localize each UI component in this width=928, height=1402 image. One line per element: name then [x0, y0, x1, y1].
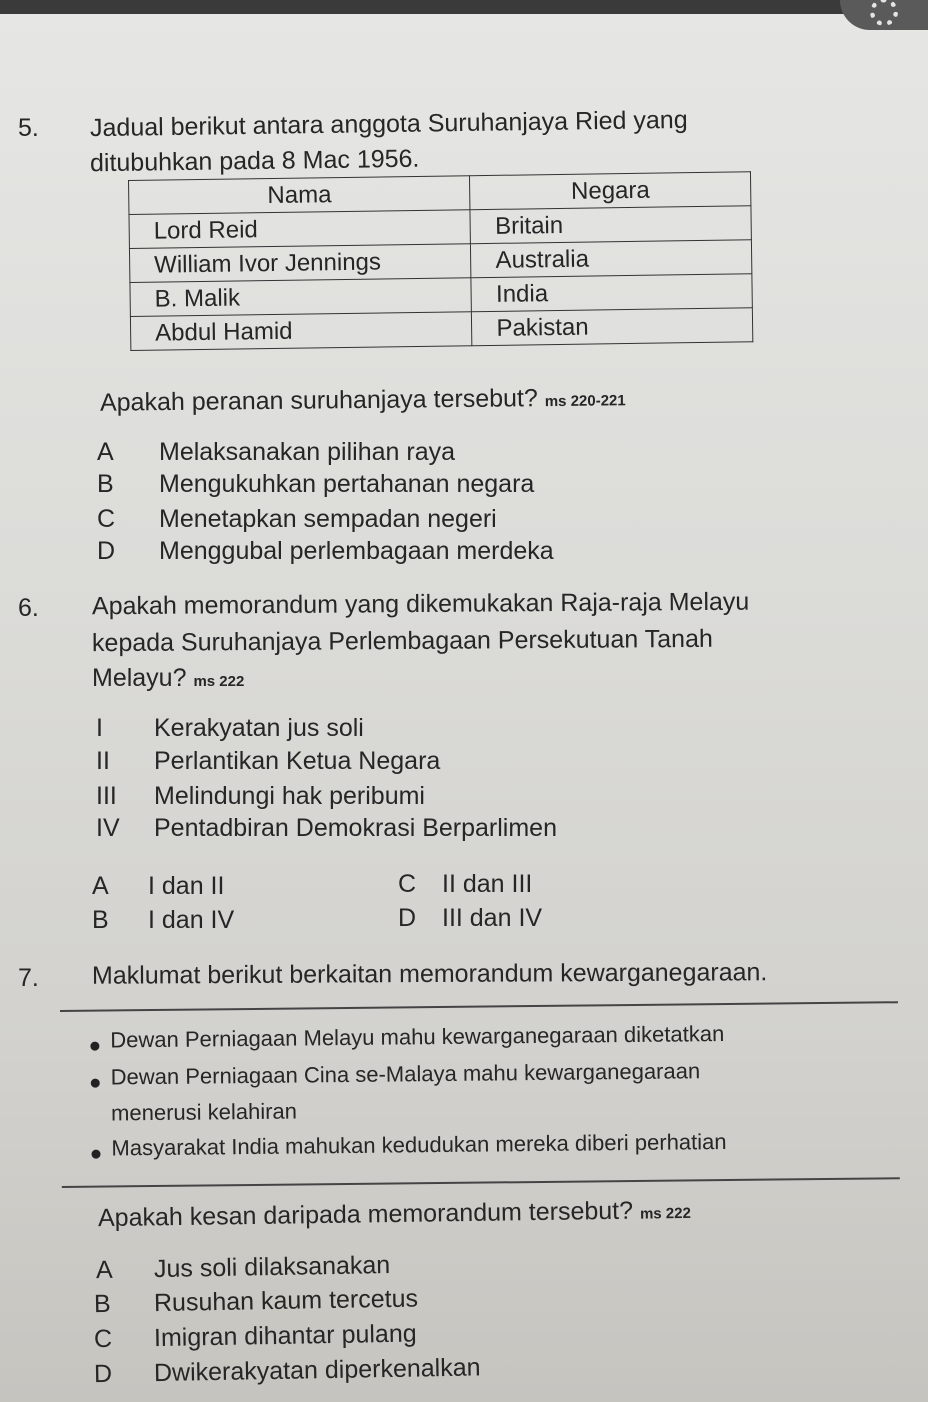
q5-page-ref: ms 220-221 — [544, 392, 626, 411]
q5-question — [100, 383, 626, 418]
table-cell: Lord Reid — [129, 210, 471, 249]
q7-question — [98, 1196, 691, 1233]
q6-statement-iv — [96, 814, 557, 843]
q6-option-b — [92, 906, 235, 935]
table-cell: B. Malik — [130, 278, 472, 317]
table-cell: William Ivor Jennings — [129, 244, 471, 283]
option-text: I dan IV — [148, 906, 235, 934]
q6-statement-iii — [96, 782, 425, 811]
option-letter: A — [97, 438, 114, 466]
header-strip — [0, 0, 928, 14]
option-letter: B — [97, 470, 114, 498]
bullet-dot — [90, 1042, 99, 1051]
info-bullet-1: Dewan Perniagaan Melayu mahu kewarganegaraan diketatkan — [110, 1021, 725, 1053]
option-letter: D — [93, 1359, 113, 1389]
option-text: Jus soli dilaksanakan — [153, 1251, 391, 1284]
table-row — [130, 308, 752, 351]
bullet-dot — [91, 1079, 100, 1088]
statement-text: Perlantikan Ketua Negara — [154, 747, 441, 775]
statement-text: Melindungi hak peribumi — [154, 782, 425, 810]
q7-option-d — [93, 1353, 481, 1389]
option-text: Rusuhan kaum tercetus — [153, 1284, 419, 1318]
q6-option-d — [398, 904, 543, 933]
q5-option-d — [97, 537, 554, 566]
q7-option-c — [93, 1319, 417, 1354]
option-letter: C — [97, 505, 116, 533]
q5-option-b — [97, 470, 535, 499]
q5-question-text: Apakah peranan suruhanjaya tersebut? — [99, 384, 538, 417]
q6-statement-ii — [96, 747, 441, 776]
table-cell: Pakistan — [472, 308, 753, 346]
q5-number: 5. — [18, 114, 39, 142]
q6-page-ref: ms 222 — [193, 673, 245, 690]
q7-option-a — [95, 1251, 391, 1285]
q7-number: 7. — [18, 964, 39, 992]
table-cell: Abdul Hamid — [130, 312, 472, 351]
q5-option-c — [97, 505, 497, 534]
table-cell: India — [471, 274, 752, 312]
statement-roman: I — [96, 714, 103, 742]
statement-roman: III — [96, 782, 117, 810]
option-letter: D — [97, 537, 116, 565]
bullet-dot — [91, 1150, 100, 1159]
option-text: Menggubal perlembagaan merdeka — [159, 537, 554, 565]
option-text: Menetapkan sempadan negeri — [159, 505, 497, 533]
option-letter: B — [93, 1289, 111, 1319]
option-letter: B — [92, 906, 109, 934]
option-letter: C — [398, 870, 417, 898]
q6-number: 6. — [18, 594, 39, 622]
table-cell: Britain — [470, 206, 751, 244]
option-text: II dan III — [442, 870, 533, 898]
memorandum-info-box — [60, 1001, 900, 1188]
q6-stem-line1: Apakah memorandum yang dikemukakan Raja-raja Melayu — [91, 587, 750, 621]
q6-statement-i — [96, 714, 364, 743]
info-bullet-2-line2: menerusi kelahiran — [110, 1098, 298, 1126]
option-text: Mengukuhkan pertahanan negara — [159, 470, 535, 498]
info-bullet-2-line1: Dewan Perniagaan Cina se-Malaya mahu kewarganegaraan — [110, 1058, 701, 1090]
info-bullet-3: Masyarakat India mahukan kedudukan mereka diberi perhatian — [111, 1129, 727, 1161]
statement-text: Pentadbiran Demokrasi Berparlimen — [154, 814, 557, 842]
option-text: I dan II — [148, 872, 225, 900]
table-cell: Australia — [471, 240, 752, 278]
option-text: III dan IV — [442, 904, 543, 932]
q7-option-b — [93, 1284, 419, 1319]
q6-question-text: Melayu? — [92, 664, 187, 692]
q5-option-a — [97, 438, 456, 467]
corner-badge — [840, 0, 928, 30]
option-text: Imigran dihantar pulang — [153, 1319, 417, 1353]
q7-question-text: Apakah kesan daripada memorandum tersebut? — [97, 1196, 634, 1233]
statement-roman: IV — [96, 814, 120, 842]
q6-option-a — [92, 872, 225, 901]
option-text: Dwikerakyatan diperkenalkan — [153, 1353, 481, 1388]
q6-stem-line3 — [92, 664, 244, 693]
members-table — [128, 171, 753, 351]
q6-option-c — [398, 870, 533, 899]
q5-stem-line1: Jadual berikut antara anggota Suruhanjaya Ried yang — [89, 105, 688, 143]
option-text: Melaksanakan pilihan raya — [159, 438, 456, 466]
q6-stem-line2: kepada Suruhanjaya Perlembagaan Persekutuan Tanah — [91, 624, 713, 658]
gear-icon — [870, 0, 898, 26]
option-letter: A — [92, 872, 109, 900]
option-letter: D — [398, 904, 417, 932]
q7-page-ref: ms 222 — [639, 1204, 692, 1223]
table-header-negara: Negara — [470, 172, 751, 210]
option-letter: C — [93, 1324, 113, 1354]
statement-roman: II — [96, 747, 110, 775]
q5-stem-line2: ditubuhkan pada 8 Mac 1956. — [89, 144, 420, 178]
q7-stem-line1: Maklumat berikut berkaitan memorandum kewarganegaraan. — [91, 958, 768, 990]
statement-text: Kerakyatan jus soli — [154, 714, 364, 742]
option-letter: A — [95, 1255, 113, 1285]
table-header-nama: Nama — [129, 176, 471, 215]
